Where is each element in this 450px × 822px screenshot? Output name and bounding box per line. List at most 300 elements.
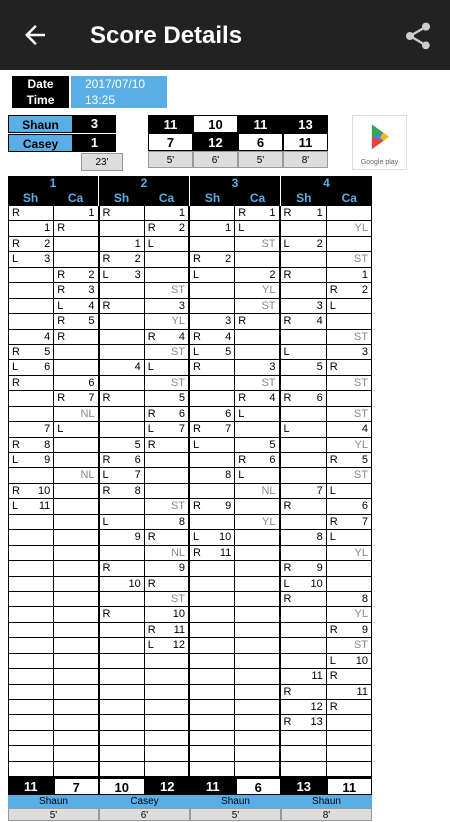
point-row [9,422,98,437]
match-info [12,76,167,108]
casey-cell [53,715,97,729]
shaun-cell [100,685,144,699]
casey-cell [234,314,278,328]
shaun-cell [281,700,326,714]
shaun-cell [281,654,326,668]
point-score: 3 [134,268,141,281]
casey-cell [326,654,371,668]
point-row [100,638,189,653]
casey-cell [234,391,278,405]
casey-cell [53,422,97,436]
shaun-cell [281,206,326,220]
point-score: 10 [38,484,51,497]
serve-side: R [329,623,338,636]
set-score-casey: 12 [193,133,238,151]
serve-side: L [329,484,336,497]
point-score: NL [261,484,276,497]
casey-cell [234,252,278,266]
shaun-cell [100,484,144,498]
casey-cell [326,237,371,251]
point-score: 8 [316,531,323,544]
point-score: ST [170,592,185,605]
point-row [9,715,98,730]
shaun-cell [281,546,326,560]
date-value: 2017/07/10 [70,76,167,92]
point-row [9,607,98,622]
point-row [9,746,98,761]
point-row [190,252,279,267]
point-row [190,623,279,638]
point-score: 1 [88,207,95,219]
serve-side: R [12,438,20,451]
shaun-cell [9,407,53,421]
point-row [9,685,98,700]
point-row [281,638,371,653]
point-score: YL [354,546,368,559]
shaun-cell [100,360,144,374]
casey-cell [234,360,278,374]
shaun-cell [9,438,53,452]
shaun-cell [100,468,144,482]
serve-side: R [57,222,66,235]
casey-cell [53,685,97,699]
serve-side: R [102,299,111,312]
point-row [190,546,279,561]
casey-cell [144,407,188,421]
shaun-cell [190,299,234,313]
serve-side: L [102,515,109,528]
casey-cell [326,623,371,637]
point-row [190,592,279,607]
casey-cell [234,669,278,683]
point-score: 1 [269,207,276,219]
serve-side: R [102,608,111,621]
casey-cell [234,206,278,220]
point-row [100,499,189,514]
serve-side: R [57,330,66,343]
point-row [281,530,371,545]
shaun-cell [281,299,326,313]
shaun-cell [100,422,144,436]
shaun-cell [100,530,144,544]
point-score: 3 [44,253,51,266]
point-row [100,237,189,252]
casey-cell [144,561,188,575]
serve-side: R [12,345,20,358]
casey-cell [326,376,371,390]
shaun-cell [100,438,144,452]
shaun-cell [100,237,144,251]
shaun-cell [281,453,326,467]
point-row [281,654,371,669]
point-score: 3 [225,315,232,328]
shaun-cell [100,731,144,745]
serve-side: R [102,454,111,466]
casey-cell [53,283,97,297]
game-header [190,176,281,206]
shaun-cell [9,376,53,390]
serve-side: R [283,315,292,328]
shaun-cell [9,577,53,591]
point-score: ST [353,469,368,482]
point-score: 2 [44,237,51,250]
player-abbrev: Sh [204,191,221,205]
final-score-casey: 7 [54,778,100,795]
serve-side: L [238,407,245,420]
game-summary [8,778,99,821]
casey-cell [326,283,371,297]
serve-side: R [57,268,66,281]
shaun-cell [190,237,234,251]
shaun-cell [190,206,234,220]
shaun-cell [9,700,53,714]
score-grid [8,176,372,821]
point-row [9,515,98,530]
shaun-cell [281,252,326,266]
casey-cell [144,376,188,390]
point-row [100,283,189,298]
casey-cell [234,221,278,235]
point-score: ST [261,237,276,250]
shaun-cell [9,283,53,297]
player-abbrev: Sh [22,191,39,205]
set-scores [148,115,328,168]
shaun-cell [190,407,234,421]
casey-cell [144,592,188,606]
point-score: 3 [269,361,276,374]
serve-side: L [283,345,290,358]
point-row [281,715,371,730]
point-row [190,669,279,684]
player-abbrev: Ca [249,191,266,205]
point-row [100,268,189,283]
game-final-score [190,778,281,795]
point-score: ST [353,253,368,266]
game-winner: Shaun [281,795,372,808]
point-row [281,685,371,700]
game-summary [281,778,372,821]
shaun-cell [100,252,144,266]
casey-cell [144,546,188,560]
casey-cell [144,669,188,683]
point-score: ST [261,376,276,389]
game-header [8,176,99,206]
point-score: 11 [38,500,51,513]
point-score: 5 [316,361,323,374]
shaun-cell [9,762,53,776]
point-row [190,206,279,221]
shaun-cell [190,654,234,668]
casey-cell [53,453,97,467]
shaun-cell [281,314,326,328]
point-row [9,376,98,391]
point-row [100,700,189,715]
point-row [100,746,189,761]
point-row [100,206,189,221]
point-score: 9 [225,500,232,513]
casey-cell [234,299,278,313]
set-score-casey: 11 [283,133,328,151]
game-duration: 5' [8,808,99,821]
point-row [190,438,279,453]
shaun-cell [9,499,53,513]
casey-cell [326,700,371,714]
shaun-cell [190,453,234,467]
point-row [281,484,371,499]
point-score: 8 [361,592,368,605]
serve-side: R [238,207,247,219]
serve-side: R [147,531,156,544]
game-duration: 8' [281,808,372,821]
serve-side: R [102,484,111,497]
point-score: 1 [134,237,141,250]
point-row [281,376,371,391]
serve-side: L [147,237,154,250]
serve-side: R [12,207,20,219]
point-row [9,499,98,514]
shaun-cell [9,746,53,760]
serve-side: L [57,299,64,312]
point-score: 7 [44,423,51,436]
point-row [100,345,189,360]
casey-cell [144,577,188,591]
serve-side: R [238,392,247,405]
shaun-cell [281,762,326,776]
serve-side: R [283,592,292,605]
casey-cell [326,530,371,544]
casey-cell [144,422,188,436]
point-score: 6 [88,376,95,389]
shaun-cell [100,592,144,606]
shaun-cell [281,468,326,482]
shaun-cell [190,623,234,637]
casey-cell [144,499,188,513]
casey-cell [234,330,278,344]
time-label: Time [12,92,70,108]
casey-cell [234,638,278,652]
serve-side: L [147,639,154,652]
point-row [100,422,189,437]
shaun-cell [9,654,53,668]
shaun-cell [190,530,234,544]
casey-cell [144,391,188,405]
casey-cell [326,731,371,745]
game-winner: Casey [99,795,190,808]
casey-cell [326,221,371,235]
game-column [100,206,191,777]
point-score: 4 [88,299,95,312]
google-play-badge[interactable] [352,115,407,170]
point-score: 11 [219,546,232,559]
share-icon[interactable] [402,20,434,52]
point-row [190,268,279,283]
casey-cell [144,623,188,637]
google-play-icon [353,118,408,163]
game-player-labels [190,190,280,206]
shaun-cell [190,391,234,405]
set-column [238,115,283,168]
shaun-cell [100,499,144,513]
point-score: 4 [225,330,232,343]
set-score-casey: 7 [148,133,193,151]
point-row [190,607,279,622]
set-duration: 5' [148,151,193,168]
serve-side: R [57,392,66,405]
shaun-cell [281,330,326,344]
shaun-cell [100,561,144,575]
shaun-cell [100,762,144,776]
point-row [281,607,371,622]
shaun-cell [281,484,326,498]
point-score: 4 [44,330,51,343]
serve-side: L [193,268,200,281]
shaun-cell [190,577,234,591]
shaun-cell [9,330,53,344]
point-row [9,283,98,298]
shaun-cell [281,561,326,575]
shaun-cell [190,330,234,344]
point-row [190,314,279,329]
shaun-cell [9,360,53,374]
point-score: 3 [88,284,95,297]
shaun-cell [9,623,53,637]
serve-side: R [283,716,292,729]
point-row [100,314,189,329]
point-score: 2 [88,268,95,281]
casey-cell [234,685,278,699]
casey-cell [144,283,188,297]
casey-cell [53,530,97,544]
casey-cell [53,731,97,745]
casey-cell [234,762,278,776]
casey-cell [53,607,97,621]
point-row [190,360,279,375]
point-row [9,669,98,684]
serve-side: R [193,253,201,266]
shaun-cell [281,221,326,235]
set-duration: 5' [238,151,283,168]
point-row [190,715,279,730]
point-row [100,762,189,777]
serve-side: R [329,361,338,374]
casey-cell [326,407,371,421]
point-score: 2 [178,222,185,235]
casey-cell [144,314,188,328]
casey-cell [144,252,188,266]
shaun-cell [9,484,53,498]
point-row [9,731,98,746]
app-bar [0,0,450,70]
shaun-cell [100,546,144,560]
shaun-cell [190,283,234,297]
point-row [281,577,371,592]
point-score: 7 [225,423,232,436]
point-row [281,252,371,267]
casey-cell [326,515,371,529]
point-row [281,422,371,437]
point-row [100,577,189,592]
point-row [281,561,371,576]
serve-side: L [238,222,245,235]
point-score: 5 [225,345,232,358]
date-label: Date [12,76,70,92]
point-row [281,314,371,329]
casey-cell [53,314,97,328]
point-row [281,762,371,777]
point-row [281,268,371,283]
serve-side: L [147,361,154,374]
casey-cell [53,438,97,452]
shaun-cell [190,685,234,699]
game-winner: Shaun [190,795,281,808]
point-row [190,221,279,236]
final-score-shaun: 11 [190,778,236,795]
serve-side: L [329,299,336,312]
shaun-cell [190,252,234,266]
shaun-cell [190,561,234,575]
casey-cell [53,391,97,405]
point-row [100,515,189,530]
casey-cell [144,330,188,344]
player-name: Casey [8,134,73,152]
casey-cell [326,546,371,560]
serve-side: R [147,577,156,590]
point-row [9,268,98,283]
shaun-cell [9,206,53,220]
point-score: 1 [361,268,368,281]
player-sets-won: 1 [73,134,116,152]
serve-side: R [147,407,156,420]
serve-side: L [102,469,109,482]
shaun-cell [9,422,53,436]
point-row [190,376,279,391]
final-score-casey: 6 [236,778,282,795]
point-score: 5 [134,438,141,451]
point-row [190,515,279,530]
set-score-shaun: 13 [283,115,328,133]
point-row [281,237,371,252]
page-title: Score Details [90,22,243,49]
point-row [9,237,98,252]
final-score-shaun: 11 [8,778,54,795]
point-row [281,391,371,406]
point-row [190,330,279,345]
arrow-left-icon[interactable] [20,20,50,50]
final-score-shaun: 10 [99,778,145,795]
final-score-casey: 11 [327,778,373,795]
shaun-cell [281,592,326,606]
shaun-cell [190,731,234,745]
point-row [9,391,98,406]
casey-cell [326,299,371,313]
point-row [9,484,98,499]
set-column [148,115,193,168]
shaun-cell [9,268,53,282]
casey-cell [53,360,97,374]
set-column [193,115,238,168]
serve-side: R [329,515,338,528]
casey-cell [144,206,188,220]
point-row [190,561,279,576]
shaun-cell [100,345,144,359]
shaun-cell [281,283,326,297]
serve-side: R [283,500,292,513]
serve-side: R [283,685,292,698]
serve-side: R [12,237,20,250]
casey-cell [326,391,371,405]
serve-side: L [57,423,64,436]
shaun-cell [100,453,144,467]
